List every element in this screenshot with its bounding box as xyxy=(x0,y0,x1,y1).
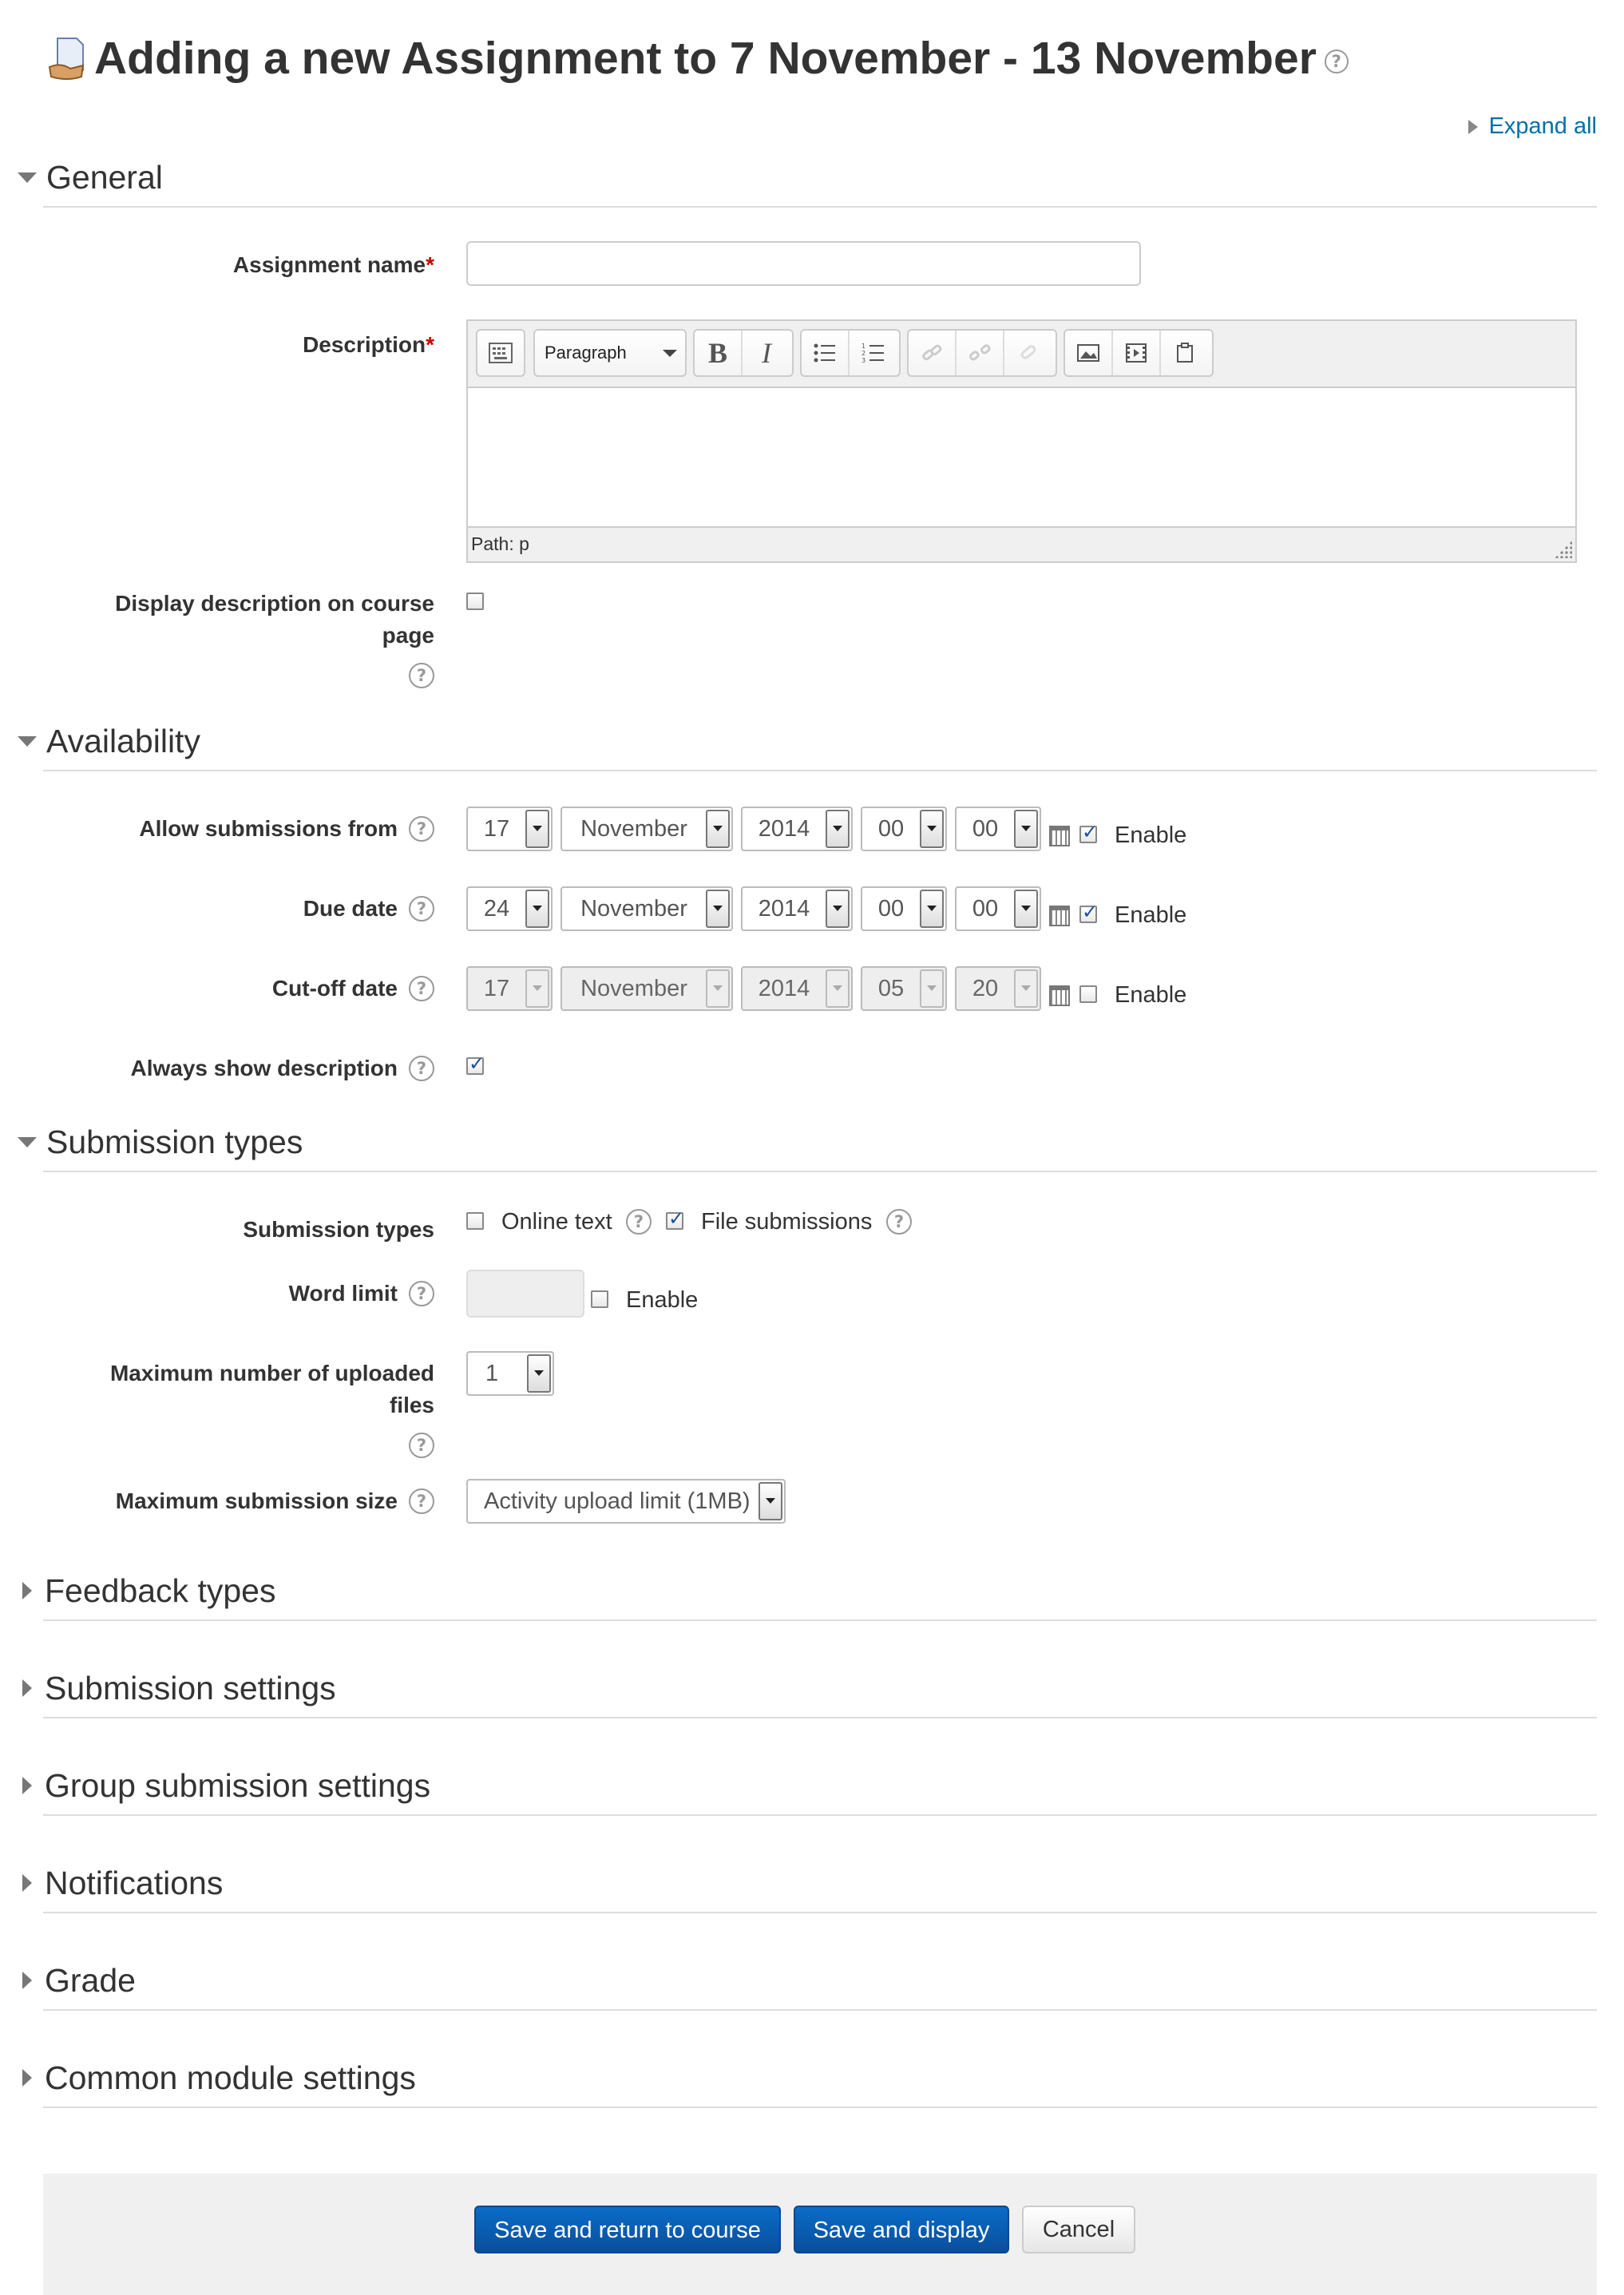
bullet-list-icon[interactable] xyxy=(802,331,850,375)
due-day-value: 24 xyxy=(483,895,510,922)
max-size-label: Maximum submission size xyxy=(115,1488,398,1513)
word-limit-label: Word limit xyxy=(288,1281,398,1306)
word-limit-enable-label: Enable xyxy=(626,1287,699,1313)
cutoff-date-label: Cut-off date xyxy=(271,976,398,1001)
help-icon[interactable]: ? xyxy=(886,1209,912,1235)
allow-minute-value: 00 xyxy=(972,815,999,842)
bold-button[interactable]: B xyxy=(695,331,743,375)
list-group xyxy=(800,329,901,377)
page-title-text: Adding a new Assignment to 7 November - 13 November xyxy=(94,33,1317,84)
dropdown-arrow-icon xyxy=(1014,969,1038,1008)
calendar-icon[interactable] xyxy=(1049,985,1070,1006)
editor-path: Path: p xyxy=(468,526,1575,561)
due-hour-select[interactable] xyxy=(861,886,947,931)
cutoff-year-select xyxy=(741,966,853,1011)
cutoff-day-value: 17 xyxy=(483,975,510,1001)
due-month-select[interactable] xyxy=(560,886,733,931)
section-submission-types xyxy=(16,1121,1597,1163)
form-footer xyxy=(43,2174,1597,2295)
due-month-value: November xyxy=(580,895,687,922)
help-icon[interactable]: ? xyxy=(409,663,434,688)
help-icon[interactable]: ? xyxy=(409,976,434,1001)
media-group xyxy=(1064,329,1214,377)
toolbar-toggle-group xyxy=(476,329,525,377)
svg-text:2: 2 xyxy=(862,350,866,357)
expand-arrow-icon xyxy=(22,2069,32,2087)
online-text-checkbox[interactable] xyxy=(466,1212,484,1230)
allow-month-value: November xyxy=(580,815,687,842)
section-group-submission-settings-header[interactable] xyxy=(16,1765,1597,1806)
max-files-label xyxy=(110,1358,434,1421)
cutoff-month-value: November xyxy=(580,975,687,1001)
help-icon[interactable]: ? xyxy=(409,1488,434,1514)
max-files-value: 1 xyxy=(485,1360,499,1386)
file-submissions-label: File submissions xyxy=(701,1209,873,1235)
max-files-select[interactable] xyxy=(466,1351,554,1396)
cutoff-year-value: 2014 xyxy=(758,975,810,1001)
cutoff-month-select xyxy=(560,966,733,1011)
help-icon[interactable]: ? xyxy=(409,896,434,922)
expand-arrow-icon xyxy=(22,1874,32,1892)
svg-text:3: 3 xyxy=(862,357,866,363)
due-year-value: 2014 xyxy=(758,895,810,922)
due-enable-checkbox[interactable] xyxy=(1079,906,1097,923)
section-submission-settings-header[interactable] xyxy=(16,1667,1597,1709)
section-feedback-types-title: Feedback types xyxy=(45,1572,276,1609)
dropdown-arrow-icon xyxy=(920,810,944,848)
dropdown-arrow-icon xyxy=(1014,890,1038,928)
toolbar-toggle-icon[interactable] xyxy=(477,331,524,375)
max-size-select[interactable] xyxy=(466,1479,786,1524)
dropdown-arrow-icon xyxy=(706,810,730,848)
display-description-label xyxy=(115,588,434,652)
allow-year-select[interactable] xyxy=(741,807,853,851)
anchor-icon[interactable] xyxy=(1004,331,1052,375)
dropdown-arrow-icon xyxy=(826,969,850,1008)
dropdown-arrow-icon xyxy=(920,969,944,1008)
section-common-module-settings-header[interactable] xyxy=(16,2057,1597,2099)
allow-month-select[interactable] xyxy=(560,807,733,851)
expand-all-label: Expand all xyxy=(1488,113,1597,139)
always-show-checkbox[interactable] xyxy=(466,1057,484,1075)
expand-arrow-icon xyxy=(22,1972,32,1989)
media-icon[interactable] xyxy=(1113,331,1161,375)
dropdown-arrow-icon xyxy=(826,890,850,928)
cutoff-hour-select xyxy=(861,966,947,1011)
due-minute-select[interactable] xyxy=(955,886,1041,931)
section-submission-settings-title: Submission settings xyxy=(45,1669,336,1706)
dropdown-arrow-icon xyxy=(1014,810,1038,848)
assignment-name-input[interactable] xyxy=(466,241,1141,286)
display-description-label-line1: Display description on course xyxy=(115,591,434,616)
help-icon[interactable]: ? xyxy=(409,1056,434,1081)
numbered-list-icon[interactable] xyxy=(850,331,897,375)
cutoff-enable-label: Enable xyxy=(1115,982,1187,1008)
allow-submissions-label: Allow submissions from xyxy=(139,816,398,841)
allow-day-select[interactable] xyxy=(466,807,553,851)
section-group-submission-settings xyxy=(16,1765,1597,1806)
due-day-select[interactable] xyxy=(466,886,553,931)
divider xyxy=(43,1717,1597,1718)
unlink-icon[interactable] xyxy=(957,331,1004,375)
section-general xyxy=(16,157,1597,198)
word-limit-enable-checkbox[interactable] xyxy=(591,1290,608,1308)
section-common-module-settings-title: Common module settings xyxy=(45,2059,416,2096)
link-icon[interactable] xyxy=(909,331,957,375)
allow-year-value: 2014 xyxy=(758,815,810,842)
max-files-label-line2: files xyxy=(389,1393,434,1417)
due-date-label: Due date xyxy=(303,896,398,921)
dropdown-arrow-icon xyxy=(759,1482,782,1520)
collapse-arrow-icon xyxy=(18,172,37,183)
assignment-name-label xyxy=(233,249,434,281)
expand-arrow-icon xyxy=(22,1777,32,1794)
editor-toolbar xyxy=(468,321,1575,388)
page-title xyxy=(46,32,1349,85)
display-description-label-line2: page xyxy=(382,623,434,648)
section-availability xyxy=(16,720,1597,762)
section-general-header[interactable] xyxy=(16,157,1597,198)
section-grade-header[interactable] xyxy=(16,1960,1597,2001)
max-size-value: Activity upload limit (1MB) xyxy=(484,1488,751,1514)
expand-arrow-icon xyxy=(22,1679,32,1697)
help-icon[interactable]: ? xyxy=(409,1433,434,1458)
help-icon[interactable]: ? xyxy=(626,1209,652,1235)
section-submission-settings xyxy=(16,1667,1597,1709)
cutoff-enable-checkbox[interactable] xyxy=(1079,985,1097,1003)
link-group xyxy=(907,329,1057,377)
italic-button[interactable]: I xyxy=(762,337,771,369)
always-show-label: Always show description xyxy=(130,1056,398,1080)
dropdown-arrow-icon xyxy=(525,810,549,848)
save-return-button[interactable]: Save and return to course xyxy=(474,2206,781,2253)
section-grade xyxy=(16,1960,1597,2001)
help-icon[interactable]: ? xyxy=(409,1281,434,1306)
section-notifications xyxy=(16,1862,1597,1904)
divider xyxy=(43,1912,1597,1913)
due-minute-value: 00 xyxy=(972,895,999,922)
dropdown-arrow-icon xyxy=(706,890,730,928)
divider xyxy=(43,2107,1597,2108)
assignment-icon xyxy=(46,35,88,81)
dropdown-arrow-icon xyxy=(525,890,549,928)
cutoff-minute-select xyxy=(955,966,1041,1011)
paste-icon[interactable] xyxy=(1161,331,1209,375)
collapse-arrow-icon xyxy=(18,736,37,747)
display-description-checkbox[interactable] xyxy=(466,593,484,610)
allow-minute-select[interactable] xyxy=(955,807,1041,851)
calendar-icon[interactable] xyxy=(1049,826,1070,846)
allow-hour-value: 00 xyxy=(877,815,905,842)
dropdown-arrow-icon xyxy=(826,810,850,848)
due-year-select[interactable] xyxy=(741,886,853,931)
paragraph-format-select[interactable]: Paragraph xyxy=(533,329,687,377)
due-enable-label: Enable xyxy=(1115,902,1187,928)
section-submission-types-header[interactable] xyxy=(16,1121,1597,1163)
section-notifications-title: Notifications xyxy=(45,1864,224,1901)
expand-arrow-icon xyxy=(1468,120,1478,134)
cutoff-hour-value: 05 xyxy=(877,975,905,1001)
allow-enable-label: Enable xyxy=(1115,822,1187,848)
dropdown-arrow-icon xyxy=(706,969,730,1008)
section-general-title: General xyxy=(46,158,163,196)
section-notifications-header[interactable] xyxy=(16,1862,1597,1904)
required-mark: * xyxy=(426,332,434,357)
dropdown-arrow-icon xyxy=(920,890,944,928)
section-submission-types-title: Submission types xyxy=(46,1123,303,1160)
section-grade-title: Grade xyxy=(45,1961,136,1999)
divider xyxy=(43,2009,1597,2011)
cutoff-minute-value: 20 xyxy=(972,975,999,1001)
svg-text:1: 1 xyxy=(862,343,866,350)
dropdown-arrow-icon xyxy=(527,1354,551,1393)
section-availability-title: Availability xyxy=(46,722,200,759)
assignment-name-label-text: Assignment name xyxy=(232,252,426,277)
section-group-submission-settings-title: Group submission settings xyxy=(45,1766,431,1804)
divider xyxy=(43,206,1597,208)
collapse-arrow-icon xyxy=(18,1137,37,1148)
section-availability-header[interactable] xyxy=(16,720,1597,762)
help-icon[interactable]: ? xyxy=(1325,50,1349,73)
file-submissions-checkbox[interactable] xyxy=(666,1212,683,1230)
section-feedback-types xyxy=(16,1570,1597,1611)
submission-types-label: Submission types xyxy=(243,1217,434,1242)
section-feedback-types-header[interactable] xyxy=(16,1570,1597,1611)
divider xyxy=(43,1171,1597,1172)
allow-enable-checkbox[interactable] xyxy=(1079,826,1097,843)
expand-all-link[interactable] xyxy=(1468,113,1597,140)
required-mark: * xyxy=(426,252,434,277)
divider xyxy=(43,1814,1597,1816)
divider xyxy=(43,770,1597,771)
cutoff-day-select xyxy=(466,966,553,1011)
allow-day-value: 17 xyxy=(483,815,510,842)
cancel-button[interactable]: Cancel xyxy=(1022,2206,1135,2253)
divider xyxy=(43,1619,1597,1621)
help-icon[interactable]: ? xyxy=(409,816,434,842)
description-label xyxy=(303,329,434,361)
online-text-label: Online text xyxy=(501,1209,612,1235)
expand-arrow-icon xyxy=(22,1582,32,1599)
description-editor xyxy=(466,319,1577,563)
max-files-label-line1: Maximum number of uploaded xyxy=(109,1361,434,1385)
word-limit-input xyxy=(466,1270,584,1318)
image-icon[interactable] xyxy=(1065,331,1113,375)
description-label-text: Description xyxy=(303,332,426,357)
section-common-module-settings xyxy=(16,2057,1597,2099)
text-style-group xyxy=(693,329,794,377)
save-display-button[interactable]: Save and display xyxy=(794,2206,1009,2253)
allow-hour-select[interactable] xyxy=(861,807,947,851)
calendar-icon[interactable] xyxy=(1049,906,1070,926)
dropdown-arrow-icon xyxy=(525,969,549,1008)
due-hour-value: 00 xyxy=(877,895,905,922)
